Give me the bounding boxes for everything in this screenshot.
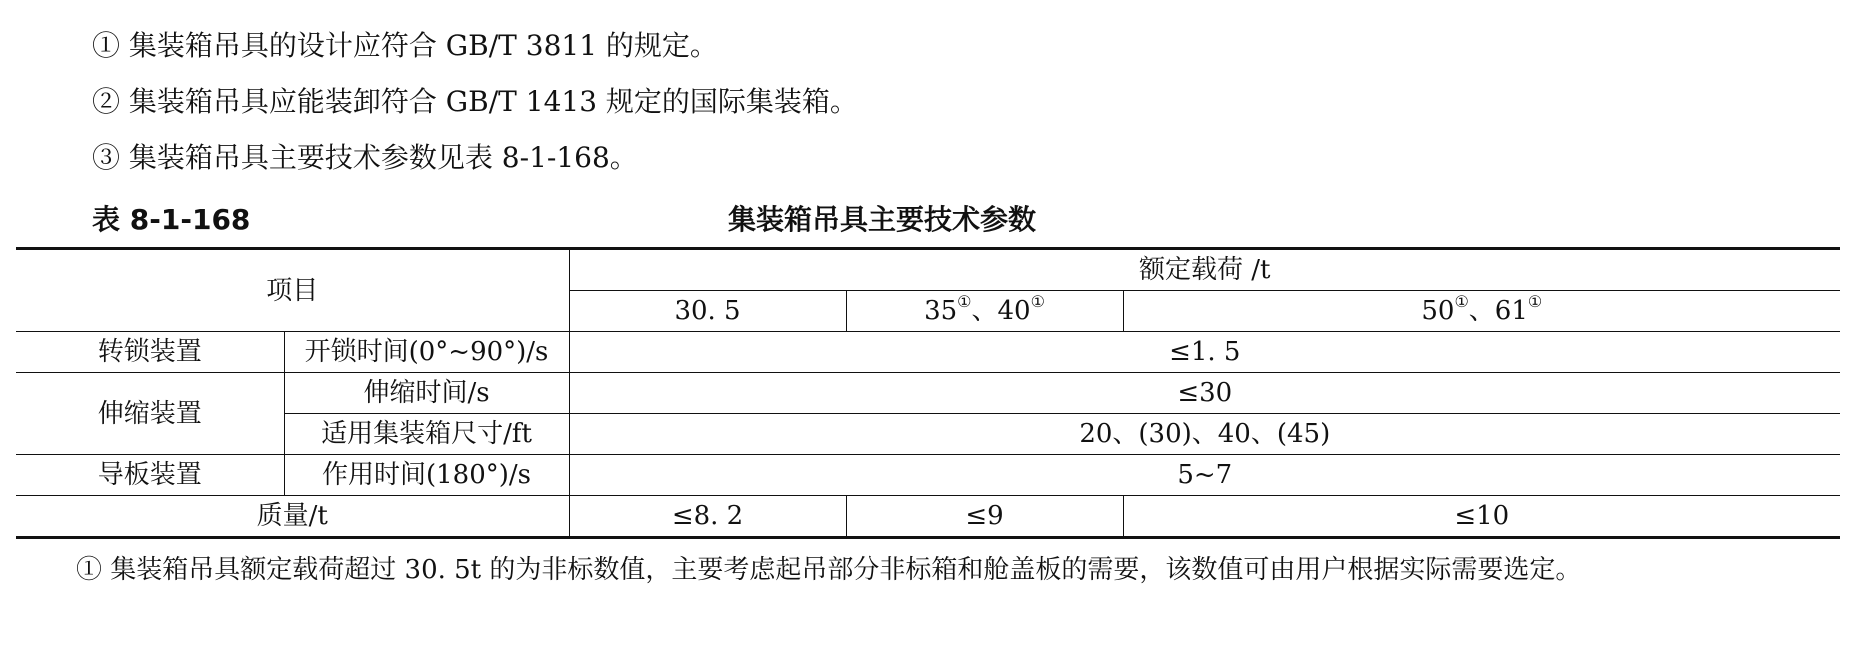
footnote-mark: ①: [1527, 292, 1543, 311]
header-load-col1: 30. 5: [569, 291, 846, 332]
table-row: [16, 414, 1840, 455]
group-cell: 转锁装置: [16, 332, 284, 373]
mass-row: [16, 496, 1840, 538]
group-cell: 伸缩装置: [16, 373, 284, 455]
table-row: [16, 332, 1840, 373]
footnote-mark: ①: [1454, 292, 1469, 311]
table-title: 集装箱吊具主要技术参数: [728, 203, 1037, 236]
value-cell: 5~7: [569, 455, 1840, 496]
mass-value: ≤8. 2: [569, 496, 846, 538]
header-rated-load: 额定载荷 /t: [569, 249, 1840, 291]
mass-value: ≤10: [1123, 496, 1840, 538]
header-row: [16, 249, 1840, 291]
table-number: 表 8-1-168: [92, 203, 251, 236]
table-row: [16, 373, 1840, 414]
mass-label: 质量/t: [16, 496, 569, 538]
spec-table: [16, 247, 1840, 539]
param-cell: 开锁时间(0°~90°)/s: [284, 332, 569, 373]
param-cell: 伸缩时间/s: [284, 373, 569, 414]
header-item: 项目: [16, 249, 569, 332]
value-cell: ≤1. 5: [569, 332, 1840, 373]
footnote-mark: ①: [957, 292, 972, 311]
clause-3: ③ 集装箱吊具主要技术参数见表 8-1-168。: [92, 141, 638, 174]
table-footnote: ① 集装箱吊具额定载荷超过 30. 5t 的为非标数值，主要考虑起吊部分非标箱和舱盖板的需要，该数值可由用户根据实际需要选定。: [76, 555, 1582, 585]
value-cell: ≤30: [569, 373, 1840, 414]
group-cell: 导板装置: [16, 455, 284, 496]
table-row: [16, 455, 1840, 496]
header-load-col2: 35①、40①: [846, 291, 1123, 332]
param-cell: 作用时间(180°)/s: [284, 455, 569, 496]
footnote-mark: ①: [1030, 292, 1045, 311]
value-cell: 20、(30)、40、(45): [569, 414, 1840, 455]
clause-2: ② 集装箱吊具应能装卸符合 GB/T 1413 规定的国际集装箱。: [92, 85, 858, 118]
clause-1: ① 集装箱吊具的设计应符合 GB/T 3811 的规定。: [92, 29, 718, 62]
header-load-col3: 50①、61①: [1123, 291, 1840, 332]
mass-value: ≤9: [846, 496, 1123, 538]
param-cell: 适用集装箱尺寸/ft: [284, 414, 569, 455]
